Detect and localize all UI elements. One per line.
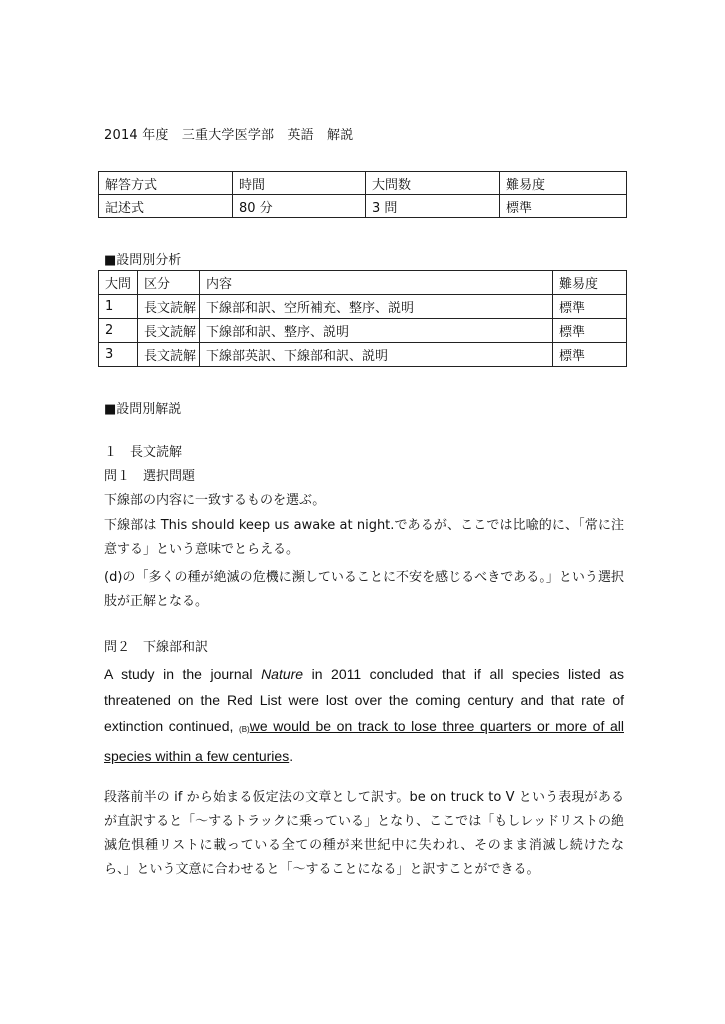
analysis-cell-content: 下線部英訳、下線部和訳、説明 bbox=[200, 343, 553, 367]
summary-value-row bbox=[99, 195, 627, 218]
q1-line-2: 下線部は This should keep us awake at night.であるが、ここでは比喩的に、「常に注意する」という意味でとらえる。 bbox=[104, 518, 624, 557]
analysis-cell-content: 下線部和訳、整序、説明 bbox=[200, 319, 553, 343]
summary-value-format: 記述式 bbox=[99, 195, 233, 218]
summary-header-difficulty: 難易度 bbox=[500, 172, 627, 195]
q2-english-journal: Nature bbox=[261, 666, 304, 682]
q2-english-pre: A study in the journal bbox=[104, 666, 262, 682]
analysis-header-difficulty: 難易度 bbox=[553, 271, 627, 295]
analysis-header-row bbox=[99, 271, 627, 295]
q2-explanation: 段落前半の if から始まる仮定法の文章として訳す。be on truck to V という表現があるが直訳すると「～するトラックに乗っている」となり、ここでは「もしレッドリストの絶滅危惧種リストに載っている全ての種が来世紀中に失われ、そのまま消滅し続けたなら、」という文意に合わせると「～することになる」と訳すことができる。 bbox=[104, 790, 624, 877]
q2-english-end: . bbox=[289, 748, 294, 764]
summary-header-time: 時間 bbox=[233, 172, 366, 195]
summary-table bbox=[98, 171, 627, 218]
page-title: 2014 年度 三重大学医学部 英語 解説 bbox=[104, 128, 354, 143]
summary-header-row bbox=[99, 172, 627, 195]
analysis-cell-difficulty: 標準 bbox=[553, 295, 627, 319]
explanation-section-label: ■設問別解説 bbox=[104, 402, 182, 417]
q2-underline-marker: (B) bbox=[239, 725, 250, 734]
analysis-cell-category: 長文読解 bbox=[138, 319, 200, 343]
analysis-cell-difficulty: 標準 bbox=[553, 343, 627, 367]
analysis-cell-number: 2 bbox=[99, 319, 138, 343]
analysis-header-number: 大問 bbox=[99, 271, 138, 295]
summary-header-format: 解答方式 bbox=[99, 172, 233, 195]
q1-line-3: (d)の「多くの種が絶滅の危機に瀕していることに不安を感じるべきである。」という選択肢が正解となる。 bbox=[104, 570, 624, 609]
analysis-cell-content: 下線部和訳、空所補充、整序、説明 bbox=[200, 295, 553, 319]
analysis-header-category: 区分 bbox=[138, 271, 200, 295]
table-row bbox=[99, 319, 627, 343]
summary-value-time: 80 分 bbox=[233, 195, 366, 218]
summary-header-question-count: 大問数 bbox=[366, 172, 500, 195]
table-row bbox=[99, 295, 627, 319]
q2-english-passage bbox=[104, 661, 624, 769]
q2-underlined-text: we would be on track to lose three quarters or more of all species within a few centuries bbox=[104, 718, 624, 764]
analysis-cell-category: 長文読解 bbox=[138, 295, 200, 319]
q1-heading: １ 長文読解 bbox=[104, 445, 183, 460]
q2-heading: 問２ 下線部和訳 bbox=[104, 640, 209, 655]
analysis-cell-number: 3 bbox=[99, 343, 138, 367]
q1-sub-heading: 問１ 選択問題 bbox=[104, 469, 196, 484]
analysis-table bbox=[98, 270, 627, 367]
summary-value-question-count: 3 問 bbox=[366, 195, 500, 218]
summary-value-difficulty: 標準 bbox=[500, 195, 627, 218]
analysis-cell-number: 1 bbox=[99, 295, 138, 319]
q2-english-mid: in 2011 concluded that if all species listed as threatened on the Red List were lost over the coming century and that rate of extinction continued, bbox=[104, 666, 624, 734]
analysis-section-label: ■設問別分析 bbox=[104, 253, 182, 268]
analysis-cell-category: 長文読解 bbox=[138, 343, 200, 367]
analysis-header-content: 内容 bbox=[200, 271, 553, 295]
table-row bbox=[99, 343, 627, 367]
analysis-cell-difficulty: 標準 bbox=[553, 319, 627, 343]
q1-line-1: 下線部の内容に一致するものを選ぶ。 bbox=[104, 493, 326, 508]
